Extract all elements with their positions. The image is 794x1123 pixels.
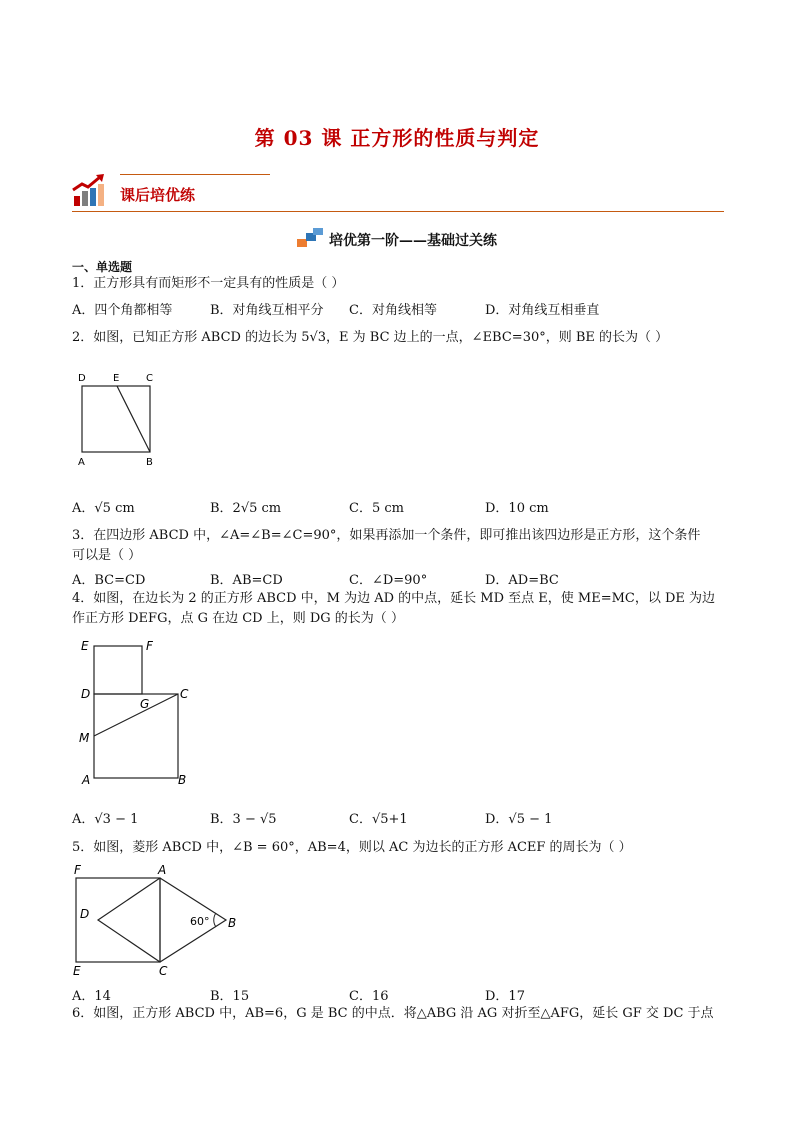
q5-stem: 5．如图，菱形 ABCD 中，∠B = 60°，AB=4，则以 AC 为边长的正方形 ACEF 的周长为（ ） — [72, 840, 632, 855]
q4-option-d: D．√5 − 1 — [485, 812, 553, 827]
q3-stem-line1: 3．在四边形 ABCD 中，∠A=∠B=∠C=90°，如果再添加一个条件，即可推出该四边形是正方形，这个条件 — [72, 528, 701, 543]
q2-label-e: E — [113, 373, 120, 384]
q2-option-d: D．10 cm — [485, 501, 549, 516]
q5-figure — [66, 858, 246, 980]
q1-option-c: C．对角线相等 — [349, 303, 437, 318]
q5-label-c: C — [159, 964, 168, 978]
q5-label-d: D — [80, 907, 90, 921]
q4-label-f: F — [146, 639, 153, 653]
part-heading: 一、单选题 — [72, 260, 133, 274]
q5-label-b: B — [228, 916, 237, 930]
q2-option-c: C．5 cm — [349, 501, 404, 516]
q4-option-a: A．√3 − 1 — [72, 812, 139, 827]
q5-option-d: D．17 — [485, 989, 525, 1004]
chart-growth-icon — [72, 174, 108, 208]
q4-figure — [74, 636, 204, 794]
q4-label-c: C — [180, 687, 189, 701]
q4-option-c: C．√5+1 — [349, 812, 408, 827]
q2-label-d: D — [78, 373, 86, 384]
q1-option-b: B．对角线互相平分 — [210, 303, 324, 318]
stairs-icon — [297, 228, 323, 248]
q1-option-d: D．对角线互相垂直 — [485, 303, 600, 318]
q5-option-c: C．16 — [349, 989, 389, 1004]
q3-option-c: C．∠D=90° — [349, 573, 428, 588]
q2-label-c: C — [146, 373, 153, 384]
q4-label-e: E — [81, 639, 89, 653]
q6-stem: 6．如图，正方形 ABCD 中，AB=6，G 是 BC 的中点．将△ABG 沿 AG 对折至△AFG，延长 GF 交 DC 于点 — [72, 1006, 714, 1021]
q4-label-m: M — [79, 731, 90, 745]
q2-stem: 2．如图，已知正方形 ABCD 的边长为 5√3，E 为 BC 边上的一点，∠EBC=30°，则 BE 的长为（ ） — [72, 330, 669, 345]
stage-heading — [0, 228, 794, 250]
q3-stem-line2: 可以是（ ） — [72, 548, 142, 563]
q3-option-a: A．BC=CD — [72, 573, 146, 588]
q5-option-b: B．15 — [210, 989, 250, 1004]
q4-stem-line2: 作正方形 DEFG，点 G 在边 CD 上，则 DG 的长为（ ） — [72, 611, 404, 626]
page-title: 第 03 课 正方形的性质与判定 — [254, 126, 540, 150]
q5-label-e: E — [73, 964, 81, 978]
section-header — [72, 172, 724, 212]
q2-figure-square — [70, 368, 170, 470]
q5-option-a: A．14 — [72, 989, 111, 1004]
q1-stem: 1．正方形具有而矩形不一定具有的性质是（ ） — [72, 276, 345, 291]
q3-option-b: B．AB=CD — [210, 573, 283, 588]
q2-option-a: A．√5 cm — [72, 501, 135, 516]
q2-label-a: A — [78, 457, 85, 468]
q1-option-a: A．四个角都相等 — [72, 303, 173, 318]
q4-label-b: B — [178, 773, 187, 787]
q5-label-a: A — [158, 863, 167, 877]
stage-label: 培优第一阶——基础过关练 — [329, 233, 497, 249]
q2-option-b: B．2√5 cm — [210, 501, 282, 516]
q3-option-d: D．AD=BC — [485, 573, 559, 588]
q5-label-angle: 60° — [190, 915, 210, 928]
q4-label-d: D — [81, 687, 91, 701]
q2-label-b: B — [146, 457, 153, 468]
section-label: 课后培优练 — [120, 186, 196, 204]
q4-label-g: G — [140, 697, 150, 711]
q4-label-a: A — [82, 773, 91, 787]
q4-option-b: B．3 − √5 — [210, 812, 277, 827]
q4-stem-line1: 4．如图，在边长为 2 的正方形 ABCD 中，M 为边 AD 的中点，延长 MD 至点 E，使 ME=MC，以 DE 为边 — [72, 591, 716, 606]
q5-label-f: F — [74, 863, 81, 877]
